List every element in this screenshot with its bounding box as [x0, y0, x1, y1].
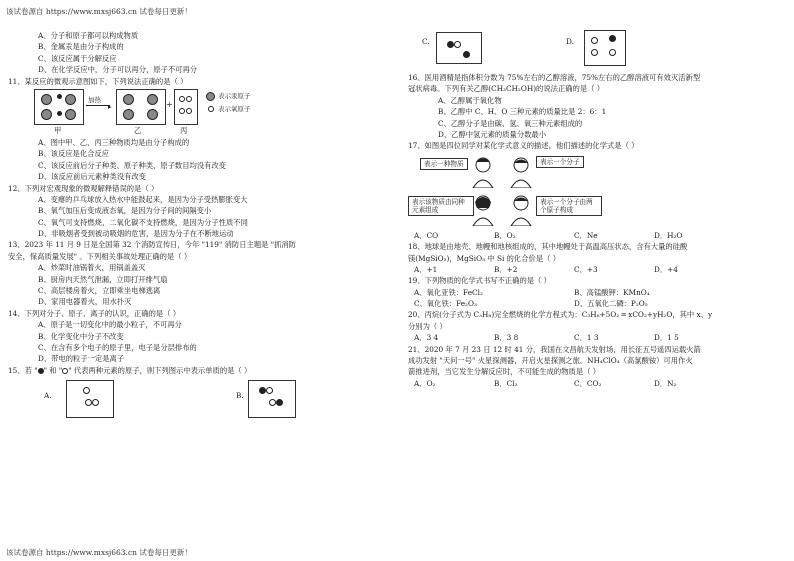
- white-atom-icon: [62, 368, 68, 374]
- right-column: [408, 8, 786, 389]
- q10-option-b: B、金属汞是由分子构成的: [38, 42, 124, 52]
- question-16-line1: 16、医用酒精是指体积分数为 75%左右的乙醇溶液，75%左右的乙醇溶液可有效灭活新型: [408, 73, 701, 82]
- q15-box-b: [248, 380, 296, 418]
- left-column: [8, 30, 388, 422]
- question-20-line2: 分别为（ ）: [408, 321, 447, 331]
- question-19: 19、下列物质的化学式书写不正确的是（ ）: [408, 276, 551, 286]
- q10-option-c: C、该反应属于分解反应: [38, 53, 117, 63]
- q12-option-c: C、氧气可支持燃烧，二氧化碳不支持燃烧，是因为分子性质不同: [38, 217, 248, 227]
- q12-option-a: A、变瘪的乒乓球放入热水中能鼓起来，是因为分子受热膨胀变大: [38, 194, 248, 204]
- q12-option-d: D、非吸烟者受到被动吸烟的危害，是因为分子在不断地运动: [38, 229, 234, 239]
- q18-option-d: D．+4: [654, 264, 678, 274]
- q20-option-b: B．3 8: [494, 333, 519, 343]
- q10-option-a: A、分子和原子都可以构成物质: [38, 31, 139, 40]
- q10-option-d: D、在化学反应中，分子可以再分，原子不可再分: [38, 65, 198, 75]
- question-18-line2: 镁(MgSiO₃)，MgSiO₃ 中 Si 的化合价是（ ）: [408, 253, 561, 263]
- q11-option-c: C、该反应前后分子种类、原子种类、原子数目均没有改变: [38, 160, 227, 170]
- q19-options-ab: [408, 287, 786, 298]
- q19-option-b: B、高锰酸钾：KMnO₄: [574, 287, 650, 297]
- q15-box-a: [66, 380, 114, 418]
- q15-options-ab: [8, 376, 388, 422]
- black-atom-icon: [38, 368, 44, 374]
- q11-bing-box: [174, 89, 198, 125]
- q17-option-c: C．Ne: [574, 230, 598, 240]
- q21-option-c: C．CO₂: [574, 378, 602, 388]
- q20-options: [408, 332, 786, 343]
- q14-option-b: B、化学变化中分子不改变: [38, 331, 124, 341]
- q11-arrow-label: 加热: [88, 95, 101, 104]
- question-15: 15、若 " " 和 " " 代表两种元素的原子，则下列图示中表示单质的是（ ）: [8, 365, 252, 375]
- q16-option-c: C、乙醇分子是由碳、氢、氧三种元素组成的: [438, 118, 583, 128]
- label-jia: 甲: [54, 125, 62, 135]
- question-18-line1: 18、地球是由地壳、地幔和地核组成的，其中地幔处于高温高压状态，含有大量的硅酸: [408, 242, 688, 252]
- q15-label-a: A.: [44, 391, 52, 401]
- q21-option-a: A．O₂: [414, 378, 436, 388]
- question-13-line1: 13、2023 年 11 月 9 日是全国第 32 个消防宣传日，今年 "119" 消防日主题是 "抓消防: [8, 240, 296, 250]
- q16-option-d: D、乙醇中氢元素的质量分数最小: [438, 129, 547, 139]
- q11-yi-box: [116, 89, 166, 125]
- q17-bubble-2: 表示一个分子: [536, 156, 584, 168]
- question-12: 12、下列对宏观现象的微观解释错误的是（ ）: [8, 183, 159, 193]
- q15-label-c: C.: [422, 37, 430, 46]
- student-4-icon: [508, 194, 534, 226]
- q17-option-b: B．O₂: [494, 230, 516, 240]
- q17-figure: [408, 152, 786, 230]
- page-header: 该试卷源自 https://www.mxsj663.cn 试卷每日更新！: [6, 7, 192, 16]
- q15-box-d: [584, 30, 626, 66]
- q17-option-d: D．H₂O: [654, 230, 683, 240]
- q21-option-d: D．N₂: [654, 378, 677, 388]
- q11-option-d: D、该反应前后元素种类没有改变: [38, 172, 147, 182]
- q11-jia-box: [34, 89, 84, 125]
- question-21-line2: 成功发射 "天问一号" 火星探测器，开启火星探测之旅。NH₄ClO₄（高氯酸铵）可用作火: [408, 356, 693, 366]
- q14-option-c: C、在含有多个电子的原子里，电子是分层排布的: [38, 342, 197, 352]
- question-11: 11、某反应的微观示意图如下，下列说法正确的是（ ）: [8, 76, 188, 86]
- q13-option-a: A、炒菜时油锅着火，用锅盖盖灭: [38, 263, 146, 273]
- q17-option-a: A．CO: [414, 230, 439, 240]
- q21-options: [408, 378, 786, 389]
- q15-box-c: [436, 32, 482, 64]
- page-footer: 该试卷源自 https://www.mxsj663.cn 试卷每日更新！: [6, 548, 192, 557]
- q19-option-d: D、五氧化二磷：P₂O₅: [574, 299, 648, 309]
- q13-option-c: C、高层楼房着火，立即乘坐电梯逃离: [38, 286, 161, 296]
- q11-option-a: A、图中甲、乙、丙三种物质均是由分子构成的: [38, 137, 190, 147]
- q20-option-a: A．3 4: [414, 333, 439, 343]
- q19-option-c: C、氧化铁：Fe₂O₃: [414, 299, 477, 309]
- q18-options: [408, 264, 786, 275]
- question-21-line3: 箭推进剂，当它发生分解反应时，不可能生成的物质是（ ）: [408, 367, 601, 377]
- q14-option-a: A、原子是一切变化中的最小粒子，不可再分: [38, 320, 182, 330]
- q19-options-cd: [408, 298, 786, 309]
- legend-mercury: 表示汞原子: [218, 91, 251, 100]
- label-bing: 丙: [180, 125, 188, 135]
- question-17: 17、如图是四位同学对某化学式意义的描述，他们描述的化学式是（ ）: [408, 141, 639, 151]
- legend-oxygen: 表示氧原子: [218, 104, 251, 113]
- q18-option-c: C．+3: [574, 264, 598, 274]
- question-21-line1: 21、2020 年 7 月 23 日 12 时 41 分，我国在文昌航天发射场，用长征五号遥四运载火箭: [408, 344, 701, 354]
- student-2-icon: [508, 156, 534, 188]
- q13-option-b: B、厨房内天然气泄漏，立即打开排气扇: [38, 274, 168, 284]
- q11-arrow: [86, 105, 110, 106]
- q11-figure: 加热 ▸ + 表示汞原子 表示氧原子 甲 乙 丙: [8, 87, 388, 137]
- mercury-atom-legend-icon: [206, 92, 215, 101]
- q16-option-b: B、乙醇中 C、H、O 三种元素的质量比是 2：6：1: [438, 107, 607, 117]
- q18-option-a: A．+1: [414, 264, 438, 274]
- q15-options-cd: [408, 8, 786, 64]
- q12-option-b: B、氧气加压后变成液态氧，是因为分子间的间隔变小: [38, 206, 212, 216]
- q20-option-c: C．1 3: [574, 333, 599, 343]
- q17-options: [408, 230, 786, 241]
- q21-option-b: B．Cl₂: [494, 378, 518, 388]
- oxygen-atom-legend-icon: [208, 106, 214, 112]
- q16-option-a: A、乙醇属于氧化物: [438, 95, 502, 105]
- q17-bubble-3: 表示该物质由同种元素组成: [408, 196, 474, 216]
- q15-label-d: D.: [566, 37, 574, 46]
- q18-option-b: B．+2: [494, 264, 518, 274]
- student-1-icon: [470, 156, 496, 188]
- question-13-line2: 安全，保高质量发展" 。下列相关事故处理正确的是（ ）: [8, 251, 192, 261]
- q13-option-d: D、家用电器着火，用水扑灭: [38, 297, 132, 307]
- q17-bubble-1: 表示一种物质: [420, 158, 468, 170]
- student-3-icon: [470, 194, 496, 226]
- q15-label-b: B.: [236, 391, 244, 401]
- question-20-line1: 20、丙烷(分子式为 C₃H₈)完全燃烧的化学方程式为：C₃H₈+5O₂ ═ xCO₂+yH₂O，其中 x、y: [408, 310, 713, 320]
- q14-option-d: D、带电的粒子一定是离子: [38, 354, 125, 364]
- q11-option-b: B、该反应是化合反应: [38, 149, 110, 159]
- label-yi: 乙: [134, 125, 142, 135]
- question-16-line2: 冠状病毒。下列有关乙醇(CH₃CH₂OH)的说法正确的是（ ）: [408, 84, 605, 94]
- q20-option-d: D．1 5: [654, 333, 679, 343]
- question-14: 14、下列对分子、原子、离子的认识，正确的是（ ）: [8, 308, 181, 318]
- q19-option-a: A、氧化亚铁：FeCl₂: [414, 287, 483, 297]
- q17-bubble-4: 表示一个分子由两个原子构成: [536, 196, 602, 216]
